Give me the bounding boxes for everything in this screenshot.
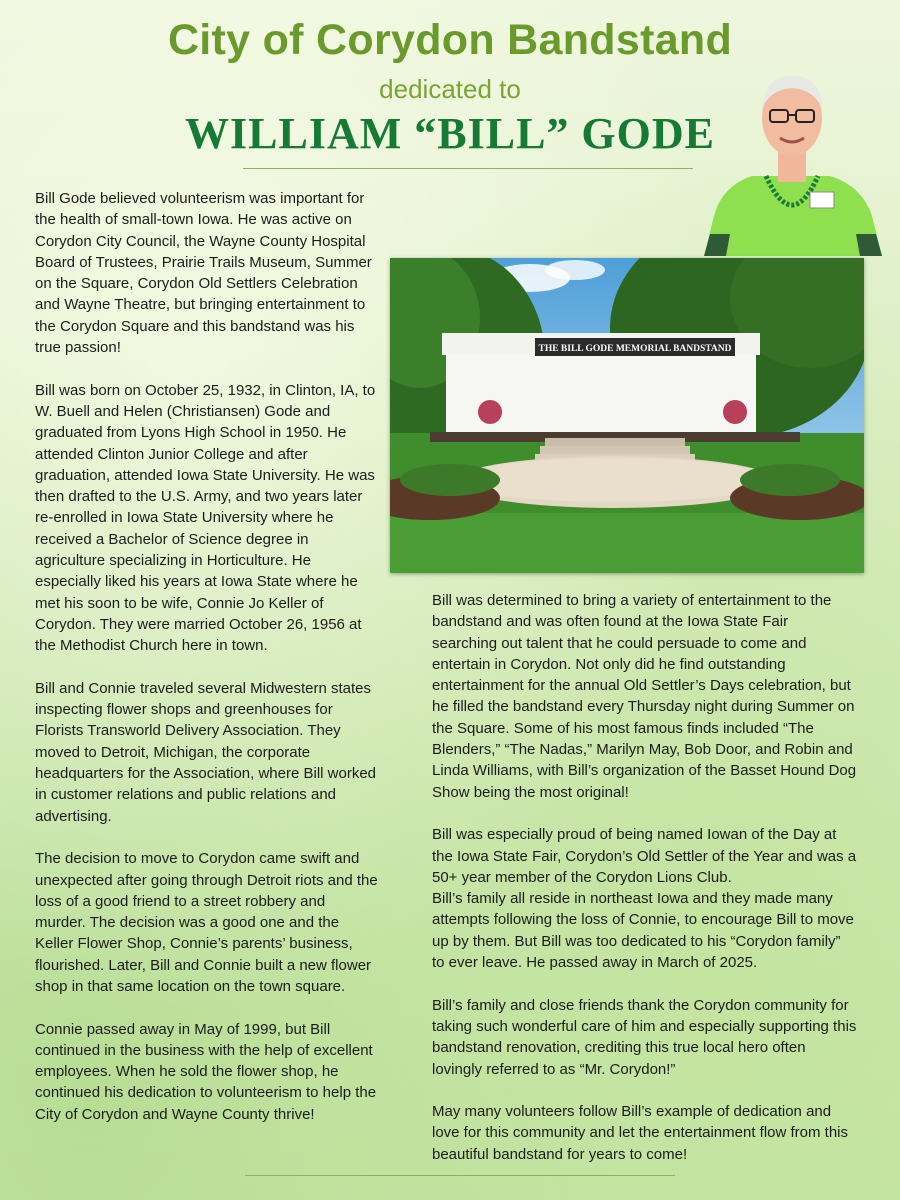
- paragraph: Bill’s family and close friends thank the Corydon community for taking such wonderful care of him and especially supporting this bandstand renovation, crediting this true local hero often lovingly referred to as “Mr. Corydon!”: [432, 996, 857, 1078]
- footer-divider: [245, 1175, 675, 1176]
- header-divider: [243, 168, 693, 169]
- honoree-name: WILLIAM “BILL” GODE: [185, 109, 715, 158]
- bandstand-photo: [390, 258, 864, 573]
- paragraph: The decision to move to Corydon came swift and unexpected after going through Detroit riots and the loss of a good friend to a street robbery and murder. The decision was a good one and the Keller Flower Shop, Connie’s parents’ business, flourished. Later, Bill and Connie built a new flower shop in that same location on the town square.: [35, 850, 378, 995]
- paragraph: Bill Gode believed volunteerism was important for the health of small-town Iowa. He was active on Corydon City Council, the Wayne County Hospital Board of Trustees, Prairie Trails Museum, Summer on the Square, Corydon Old Settlers Celebration and Wayne Theatre, but bringing entertainment to the Corydon Square and this bandstand was his true passion!: [35, 190, 372, 357]
- paragraph: May many volunteers follow Bill’s example of dedication and love for this community and let the entertainment flow from this beautiful bandstand for years to come!: [432, 1103, 849, 1163]
- page-title: City of Corydon Bandstand: [167, 16, 733, 64]
- paragraph: Bill was born on October 25, 1932, in Clinton, IA, to W. Buell and Helen (Christiansen) Gode and graduated from Lyons High School in 1950. He attended Clinton Junior College and after graduation, attended Iowa State University. He was then drafted to the U.S. Army, and two years later re-enrolled in Iowa State University where he received a Bachelor of Science degree in agriculture specializing in Horticulture. He especially liked his years at Iowa State where he met his soon to be wife, Connie Jo Keller of Corydon. They were married October 26, 1956 at the Methodist Church here in town.: [35, 381, 376, 655]
- dedication-subtitle: dedicated to: [379, 74, 521, 104]
- paragraph: Bill’s family all reside in northeast Iowa and they made many attempts following the loss of Connie, to encourage Bill to move up by them. But Bill was too dedicated to his “Corydon family” to ever leave. He passed away in March of 2025.: [432, 890, 854, 972]
- left-column: [35, 188, 380, 1146]
- paragraph: Bill was especially proud of being named Iowan of the Day at the Iowa State Fair, Corydon’s Old Settler of the Year and was a 50+ year member of the Corydon Lions Club.: [432, 826, 857, 886]
- bill-gode-portrait: [700, 66, 882, 256]
- bandstand-sign: THE BILL GODE MEMORIAL BANDSTAND: [538, 344, 732, 354]
- paragraph: Connie passed away in May of 1999, but Bill continued in the business with the help of excellent employees. When he sold the flower shop, he continued his dedication to volunteerism to help the City of Corydon and Wayne County thrive!: [35, 1020, 377, 1123]
- paragraph: Bill and Connie traveled several Midwestern states inspecting flower shops and greenhouses for Florists Transworld Delivery Association. They moved to Detroit, Michigan, the corporate headquarters for the Association, where Bill worked in customer relations and public relations and advertising.: [35, 679, 377, 825]
- paragraph: Bill was determined to bring a variety of entertainment to the bandstand and was often found at the Iowa State Fair searching out talent that he could persuade to come and entertain in Corydon. Not only did he find outstanding entertainment for the annual Old Settler’s Days celebration, but he filled the bandstand every Thursday night during Summer on the Square. Some of his most famous finds included “The Blenders,” “The Nadas,” Marilyn May, Bob Door, and Robin and Linda Williams, with Bill’s organization of the Basset Hound Dog Show being the most original!: [432, 592, 857, 801]
- right-column: [432, 590, 857, 1186]
